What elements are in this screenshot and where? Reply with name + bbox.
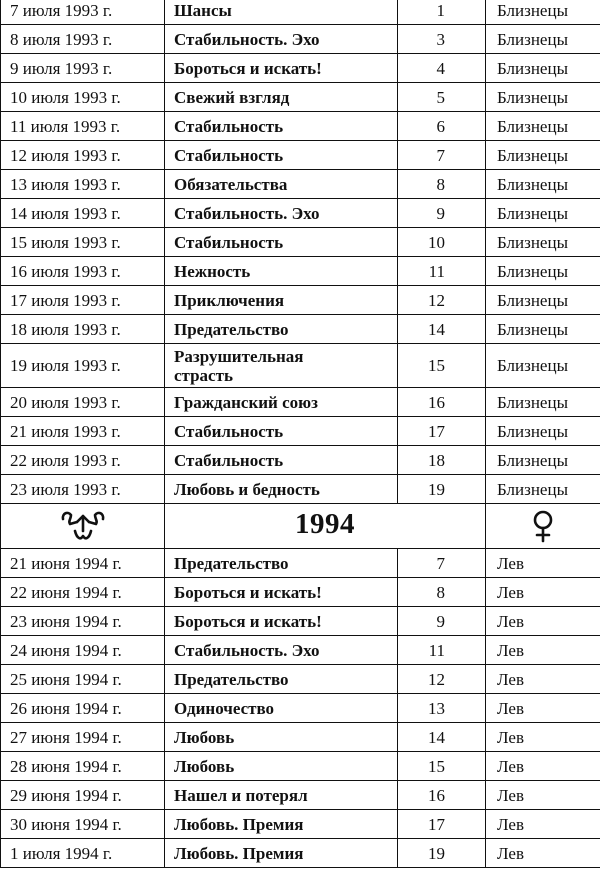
number-cell: 5: [398, 83, 486, 112]
table-row: [1, 54, 600, 83]
table-row: [1, 810, 600, 839]
sign-cell: Близнецы: [486, 25, 600, 54]
title-cell: Любовь: [165, 723, 398, 752]
date-cell: 23 июня 1994 г.: [1, 607, 165, 636]
title-cell: Любовь и бедность: [165, 475, 398, 504]
title-cell: Нашел и потерял: [165, 781, 398, 810]
venus-icon: [530, 509, 556, 543]
year-left-cell: [1, 504, 165, 549]
date-cell: 29 июня 1994 г.: [1, 781, 165, 810]
sign-cell: Близнецы: [486, 54, 600, 83]
title-cell: Стабильность: [165, 228, 398, 257]
sign-cell: Лев: [486, 781, 600, 810]
title-line-2: страсть: [174, 365, 233, 385]
number-cell: 17: [398, 417, 486, 446]
date-cell: 28 июня 1994 г.: [1, 752, 165, 781]
sign-cell: Лев: [486, 839, 600, 868]
sign-cell: Близнецы: [486, 0, 600, 25]
number-cell: 6: [398, 112, 486, 141]
title-cell: [165, 344, 398, 388]
number-cell: 14: [398, 315, 486, 344]
sign-cell: Лев: [486, 723, 600, 752]
number-cell: 11: [398, 636, 486, 665]
title-cell: Бороться и искать!: [165, 578, 398, 607]
sign-cell: Близнецы: [486, 475, 600, 504]
sign-cell: Близнецы: [486, 257, 600, 286]
sign-cell: Лев: [486, 578, 600, 607]
table-row: [1, 578, 600, 607]
title-cell: Стабильность. Эхо: [165, 199, 398, 228]
sign-cell: Близнецы: [486, 228, 600, 257]
number-cell: 9: [398, 199, 486, 228]
sign-cell: Близнецы: [486, 388, 600, 417]
number-cell: 12: [398, 665, 486, 694]
title-cell: Приключения: [165, 286, 398, 315]
title-cell: Одиночество: [165, 694, 398, 723]
dragon-head-icon: [59, 509, 107, 543]
sign-cell: Близнецы: [486, 315, 600, 344]
sign-cell: Близнецы: [486, 417, 600, 446]
title-cell: Гражданский союз: [165, 388, 398, 417]
number-cell: 19: [398, 839, 486, 868]
number-cell: 12: [398, 286, 486, 315]
sign-cell: Лев: [486, 607, 600, 636]
table-row: [1, 417, 600, 446]
sign-cell: Близнецы: [486, 199, 600, 228]
title-cell: Предательство: [165, 665, 398, 694]
title-cell: Бороться и искать!: [165, 54, 398, 83]
date-cell: 14 июля 1993 г.: [1, 199, 165, 228]
table-row: [1, 388, 600, 417]
title-cell: Бороться и искать!: [165, 607, 398, 636]
date-cell: 18 июля 1993 г.: [1, 315, 165, 344]
date-cell: 16 июля 1993 г.: [1, 257, 165, 286]
date-cell: 10 июля 1993 г.: [1, 83, 165, 112]
title-line-1: Разрушительная: [174, 346, 304, 366]
number-cell: 3: [398, 25, 486, 54]
table-row: [1, 83, 600, 112]
date-cell: 22 июля 1993 г.: [1, 446, 165, 475]
date-cell: 22 июня 1994 г.: [1, 578, 165, 607]
number-cell: 18: [398, 446, 486, 475]
date-cell: 24 июня 1994 г.: [1, 636, 165, 665]
table-row: [1, 723, 600, 752]
sign-cell: Близнецы: [486, 141, 600, 170]
title-cell: Любовь: [165, 752, 398, 781]
table-row: [1, 839, 600, 868]
title-cell: Стабильность: [165, 112, 398, 141]
date-cell: 21 июня 1994 г.: [1, 549, 165, 578]
sign-cell: Близнецы: [486, 344, 600, 388]
sign-cell: Лев: [486, 810, 600, 839]
number-cell: 16: [398, 388, 486, 417]
date-cell: 19 июля 1993 г.: [1, 344, 165, 388]
date-cell: 25 июня 1994 г.: [1, 665, 165, 694]
table-row: [1, 286, 600, 315]
number-cell: 7: [398, 141, 486, 170]
date-cell: 12 июля 1993 г.: [1, 141, 165, 170]
number-cell: 7: [398, 549, 486, 578]
table-row: [1, 0, 600, 25]
sign-cell: Близнецы: [486, 286, 600, 315]
date-cell: 21 июля 1993 г.: [1, 417, 165, 446]
sign-cell: Лев: [486, 549, 600, 578]
table-row: [1, 199, 600, 228]
date-cell: 17 июля 1993 г.: [1, 286, 165, 315]
date-cell: 20 июля 1993 г.: [1, 388, 165, 417]
number-cell: 8: [398, 170, 486, 199]
date-cell: 23 июля 1993 г.: [1, 475, 165, 504]
sign-cell: Лев: [486, 636, 600, 665]
date-cell: 26 июня 1994 г.: [1, 694, 165, 723]
number-cell: 15: [398, 344, 486, 388]
table-row: [1, 781, 600, 810]
sign-cell: Близнецы: [486, 112, 600, 141]
title-cell: Стабильность: [165, 446, 398, 475]
date-cell: 7 июля 1993 г.: [1, 0, 165, 25]
sign-cell: Близнецы: [486, 170, 600, 199]
number-cell: 1: [398, 0, 486, 25]
sign-cell: Близнецы: [486, 446, 600, 475]
table-row: [1, 694, 600, 723]
year-right-cell: [486, 504, 600, 549]
title-cell: Стабильность: [165, 417, 398, 446]
date-cell: 1 июля 1994 г.: [1, 839, 165, 868]
table-row: [1, 475, 600, 504]
date-cell: 15 июля 1993 г.: [1, 228, 165, 257]
number-cell: 4: [398, 54, 486, 83]
title-cell: Стабильность. Эхо: [165, 25, 398, 54]
table-row: [1, 170, 600, 199]
title-cell: Предательство: [165, 315, 398, 344]
title-cell: Свежий взгляд: [165, 83, 398, 112]
title-cell: Стабильность: [165, 141, 398, 170]
number-cell: 15: [398, 752, 486, 781]
table-row: [1, 549, 600, 578]
table-row: [1, 25, 600, 54]
number-cell: 14: [398, 723, 486, 752]
number-cell: 13: [398, 694, 486, 723]
sign-cell: Лев: [486, 665, 600, 694]
year-cell: [165, 504, 486, 549]
table-row: [1, 607, 600, 636]
title-cell: Любовь. Премия: [165, 810, 398, 839]
table-row: [1, 112, 600, 141]
number-cell: 11: [398, 257, 486, 286]
year-header-row: [1, 504, 600, 549]
date-cell: 27 июня 1994 г.: [1, 723, 165, 752]
table-row: [1, 446, 600, 475]
number-cell: 8: [398, 578, 486, 607]
table-row: [1, 315, 600, 344]
table-row: [1, 228, 600, 257]
year-label: 1994: [295, 508, 355, 540]
title-cell: Шансы: [165, 0, 398, 25]
title-cell: Любовь. Премия: [165, 839, 398, 868]
date-cell: 30 июня 1994 г.: [1, 810, 165, 839]
table-row: [1, 141, 600, 170]
sign-cell: Лев: [486, 694, 600, 723]
title-cell: Обязательства: [165, 170, 398, 199]
date-cell: 8 июля 1993 г.: [1, 25, 165, 54]
date-cell: 13 июля 1993 г.: [1, 170, 165, 199]
table-row: [1, 636, 600, 665]
table-row: [1, 344, 600, 388]
title-cell: Нежность: [165, 257, 398, 286]
number-cell: 10: [398, 228, 486, 257]
number-cell: 19: [398, 475, 486, 504]
table-row: [1, 665, 600, 694]
title-cell: Предательство: [165, 549, 398, 578]
number-cell: 17: [398, 810, 486, 839]
table-row: [1, 257, 600, 286]
title-cell: Стабильность. Эхо: [165, 636, 398, 665]
date-cell: 9 июля 1993 г.: [1, 54, 165, 83]
sign-cell: Лев: [486, 752, 600, 781]
number-cell: 9: [398, 607, 486, 636]
sign-cell: Близнецы: [486, 83, 600, 112]
date-cell: 11 июля 1993 г.: [1, 112, 165, 141]
table-row: [1, 752, 600, 781]
number-cell: 16: [398, 781, 486, 810]
